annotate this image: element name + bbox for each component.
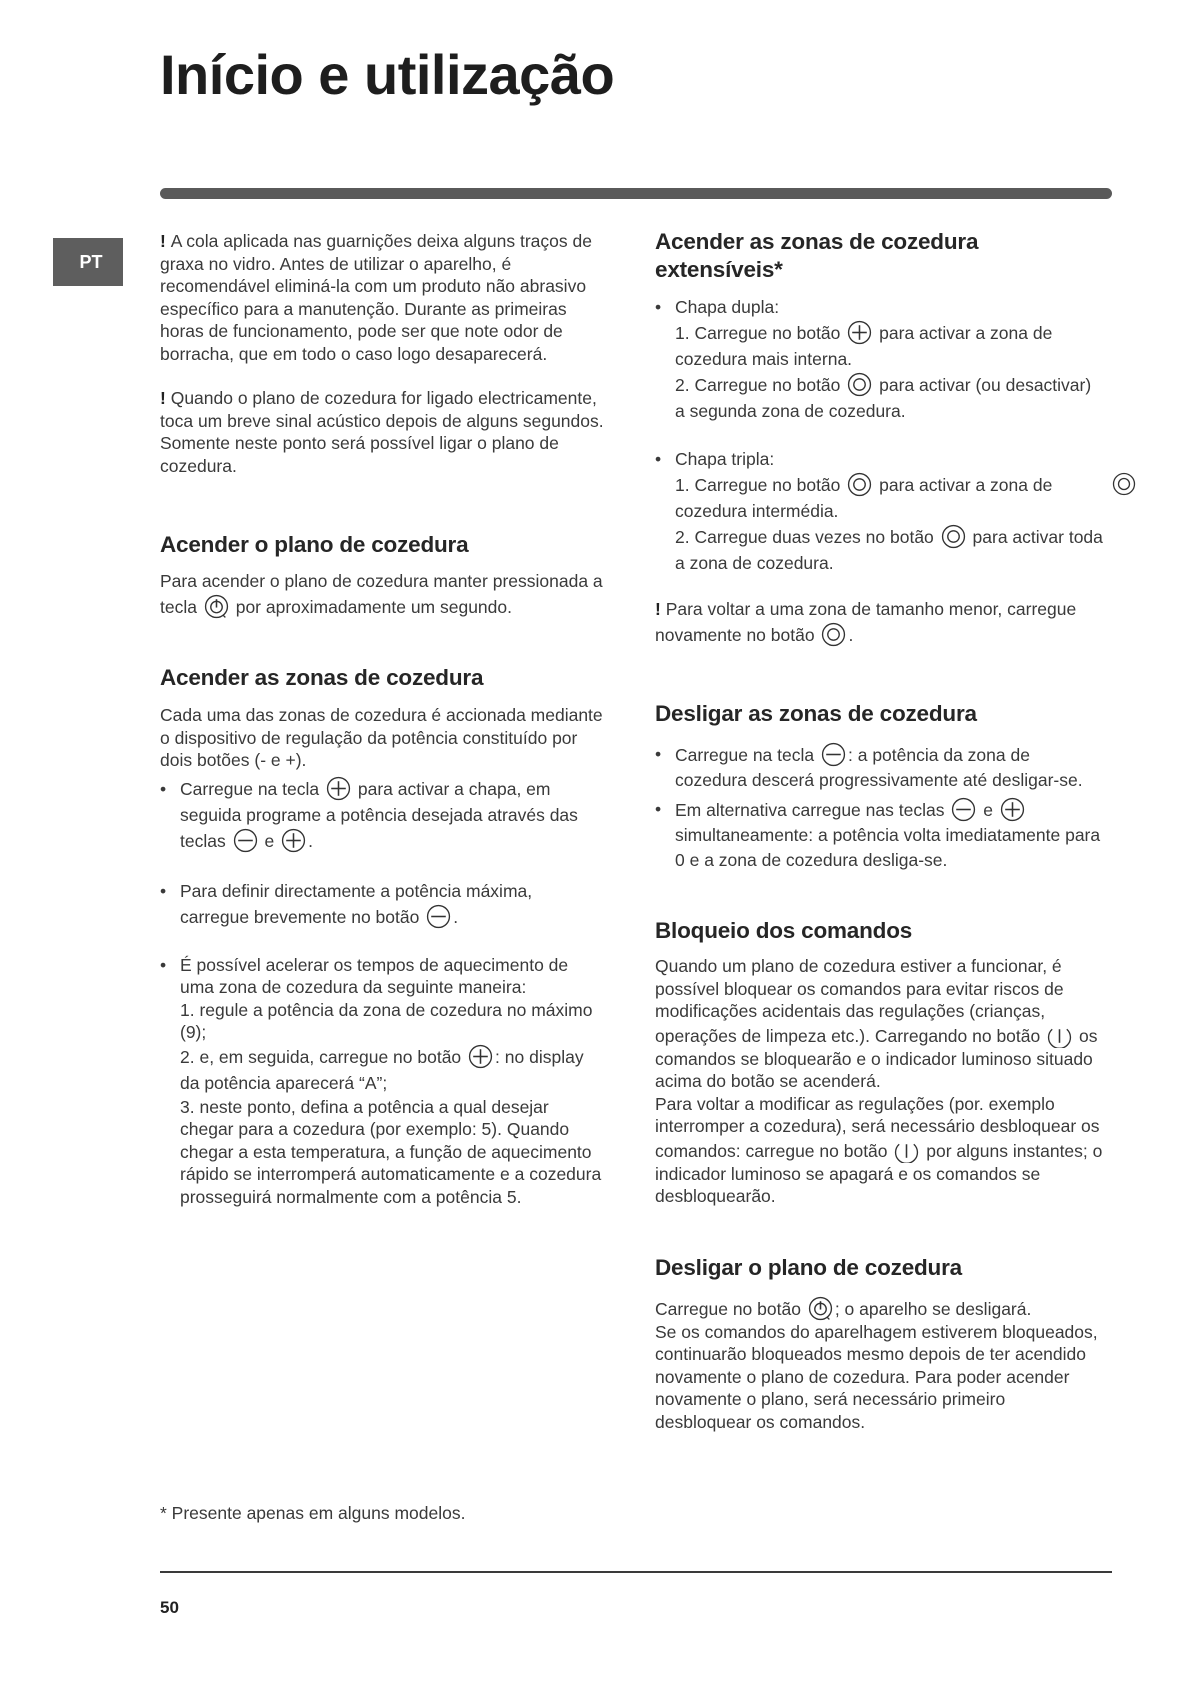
lock-p2-b: por alguns instantes; o indicador luminoso se apagará e os comandos se desbloquearão. bbox=[655, 1140, 1103, 1206]
ext-t2-a: 2. Carregue duas vezes no botão bbox=[675, 527, 934, 547]
zones-b1-c: e bbox=[264, 830, 275, 851]
off-hob-p1-a: Carregue no botão bbox=[655, 1298, 801, 1319]
list-item bbox=[160, 878, 605, 930]
plus-circle-icon bbox=[468, 1044, 493, 1069]
footer-divider bbox=[160, 1571, 1112, 1573]
ext-note bbox=[655, 596, 1105, 648]
heading-off-zones: Desligar as zonas de cozedura bbox=[655, 701, 977, 726]
page-number: 50 bbox=[160, 1598, 179, 1617]
lock-p1-a: Quando um plano de cozedura estiver a funcionar, é possível bloquear os comandos para evitar riscos de modificações acidentais das regulações (crianças, operações de limpeza etc.). Carregando no botão bbox=[655, 956, 1064, 1046]
note-sound bbox=[160, 387, 605, 477]
page-title: Início e utilização bbox=[160, 43, 615, 106]
plus-circle-icon bbox=[847, 320, 872, 345]
ext-note-a: Para voltar a uma zona de tamanho menor, carregue novamente no botão bbox=[655, 599, 1077, 645]
ext-double-step1 bbox=[675, 320, 1105, 372]
warning-mark: ! bbox=[160, 388, 171, 408]
heading-zones: Acender as zonas de cozedura bbox=[160, 665, 484, 690]
note-glue bbox=[160, 230, 605, 365]
minus-circle-icon bbox=[951, 797, 976, 822]
zones-b3-step2-a: 2. e, em seguida, carregue no botão bbox=[180, 1046, 462, 1067]
ext-d2-b: para activar (ou desactivar) a segunda zona de cozedura. bbox=[675, 375, 1092, 421]
zones-b3-step2 bbox=[180, 1044, 605, 1096]
left-column bbox=[160, 230, 605, 1208]
language-tab: PT bbox=[53, 238, 123, 286]
off-hob-p2: Se os comandos do aparelhagem estiverem bloqueados, continuarão bloqueados mesmo depois de ter acendido novamente o plano de cozedura. Para poder acender novamente o plano, será necessário primeiro desbloquear os comandos. bbox=[655, 1321, 1098, 1432]
ext-d2-a: 2. Carregue no botão bbox=[675, 375, 841, 395]
switch-on-text bbox=[160, 568, 605, 620]
list-item bbox=[655, 446, 1105, 576]
list-item bbox=[655, 294, 1105, 424]
key-lock-icon bbox=[894, 1138, 919, 1163]
off-hob-p1-b: ; o aparelho se desligará. bbox=[834, 1298, 1032, 1319]
power-icon bbox=[808, 1296, 833, 1321]
zones-b2-b: . bbox=[453, 906, 459, 927]
key-lock-icon bbox=[1047, 1023, 1072, 1048]
warning-mark: ! bbox=[655, 599, 666, 619]
ext-t1-b: para activar a zona de cozedura intermédia. bbox=[675, 475, 1053, 521]
list-item bbox=[160, 954, 605, 1209]
zones-b1-b: para activar a chapa, em seguida programe a potência desejada através das teclas bbox=[180, 778, 578, 851]
off-zones-b2-a: Em alternativa carregue nas teclas bbox=[675, 800, 945, 820]
off-zones-b2-b: e bbox=[983, 800, 993, 820]
zones-b3-step3: 3. neste ponto, defina a potência a qual desejar chegar para a cozedura (por exemplo: 5). Quando chegar a esta temperatura, a função de aquecimento rápido se interromperá automaticamente e a cozedura prosseguirá normalmente com a potência 5. bbox=[180, 1096, 602, 1207]
ext-double-step2 bbox=[675, 372, 1105, 424]
off-zones-b1-b: : a potência da zona de cozedura descerá progressivamente até desligar-se. bbox=[675, 745, 1083, 790]
right-column bbox=[655, 230, 1105, 1433]
zones-b3-step2-b: : no display da potência aparecerá “A”; bbox=[180, 1046, 584, 1093]
list-item bbox=[655, 797, 1105, 873]
heading-switch-on: Acender o plano de cozedura bbox=[160, 532, 469, 557]
warning-mark: ! bbox=[160, 231, 171, 251]
off-zones-b1-a: Carregue na tecla bbox=[675, 745, 815, 765]
double-circle-icon bbox=[821, 622, 846, 647]
zones-b1-a: Carregue na tecla bbox=[180, 778, 320, 799]
heading-extensible-zones: Acender as zonas de cozedura extensíveis* bbox=[655, 229, 979, 282]
ext-triple-label: • Chapa tripla: bbox=[675, 449, 775, 469]
off-hob-p1 bbox=[655, 1296, 1105, 1321]
zones-b3-step1: 1. regule a potência da zona de cozedura no máximo (9); bbox=[180, 999, 593, 1042]
lock-p1-b: os comandos se bloquearão e o indicador luminoso situado acima do botão se acenderá. bbox=[655, 1025, 1098, 1091]
minus-circle-icon bbox=[426, 904, 451, 929]
lock-p2 bbox=[655, 1093, 1105, 1208]
zones-b2-a: Para definir directamente a potência máxima, carregue brevemente no botão bbox=[180, 880, 533, 927]
minus-circle-icon bbox=[233, 828, 258, 853]
ext-t1-a: 1. Carregue no botão bbox=[675, 475, 841, 495]
extensible-list bbox=[655, 294, 1105, 576]
lock-p2-a: Para voltar a modificar as regulações (por. exemplo interromper a cozedura), será necessário desbloquear os comandos: carregue no botão bbox=[655, 1093, 1100, 1161]
switch-on-text-b: por aproximadamente um segundo. bbox=[235, 597, 512, 617]
minus-circle-icon bbox=[821, 742, 846, 767]
ext-note-b: . bbox=[848, 625, 854, 645]
off-zones-list bbox=[655, 742, 1105, 873]
heading-off-hob: Desligar o plano de cozedura bbox=[655, 1254, 962, 1280]
zones-list bbox=[160, 776, 605, 1209]
zones-b3-intro: • É possível acelerar os tempos de aquecimento de uma zona de cozedura da seguinte maneira: bbox=[180, 954, 569, 997]
double-circle-icon bbox=[847, 472, 872, 497]
switch-on-text-a: Para acender o plano de cozedura manter pressionada a tecla bbox=[160, 571, 603, 617]
note-glue-text: A cola aplicada nas guarnições deixa alguns traços de graxa no vidro. Antes de utilizar o aparelho, é recomendável eliminá-la com um produto não abrasivo específico para a manutenção. Durante as primeiras horas de funcionamento, pode ser que note odor de borracha, que em todo o caso logo desaparecerá. bbox=[160, 231, 592, 364]
plus-circle-icon bbox=[326, 776, 351, 801]
ext-t2-b: para activar toda a zona de cozedura. bbox=[675, 527, 1103, 573]
lock-p1 bbox=[655, 955, 1105, 1093]
list-item bbox=[655, 742, 1105, 793]
list-item bbox=[160, 776, 605, 854]
double-circle-icon bbox=[847, 372, 872, 397]
footnote: * Presente apenas em alguns modelos. bbox=[160, 1503, 466, 1523]
ext-d1-b: para activar a zona de cozedura mais interna. bbox=[675, 323, 1053, 369]
header-divider-bar bbox=[160, 188, 1112, 199]
double-circle-icon bbox=[941, 524, 966, 549]
ext-triple-step1 bbox=[675, 472, 1105, 524]
ext-double-label: • Chapa dupla: bbox=[675, 297, 780, 317]
ext-d1-a: 1. Carregue no botão bbox=[675, 323, 841, 343]
note-sound-text: Quando o plano de cozedura for ligado electricamente, toca um breve sinal acústico depois de alguns segundos. Somente neste ponto será possível ligar o plano de cozedura. bbox=[160, 388, 604, 476]
power-icon bbox=[204, 594, 229, 619]
ext-triple-step2 bbox=[675, 524, 1105, 576]
double-circle-icon bbox=[1112, 472, 1136, 496]
off-zones-b2-c: simultaneamente: a potência volta imediatamente para 0 e a zona de cozedura desliga-se. bbox=[675, 825, 1101, 870]
plus-circle-icon bbox=[1000, 797, 1025, 822]
zones-b1-d: . bbox=[308, 830, 313, 851]
plus-circle-icon bbox=[281, 828, 306, 853]
heading-lock: Bloqueio dos comandos bbox=[655, 918, 913, 943]
zones-intro: Cada uma das zonas de cozedura é accionada mediante o dispositivo de regulação da potência constituído por dois botões (- e +). bbox=[160, 705, 603, 770]
